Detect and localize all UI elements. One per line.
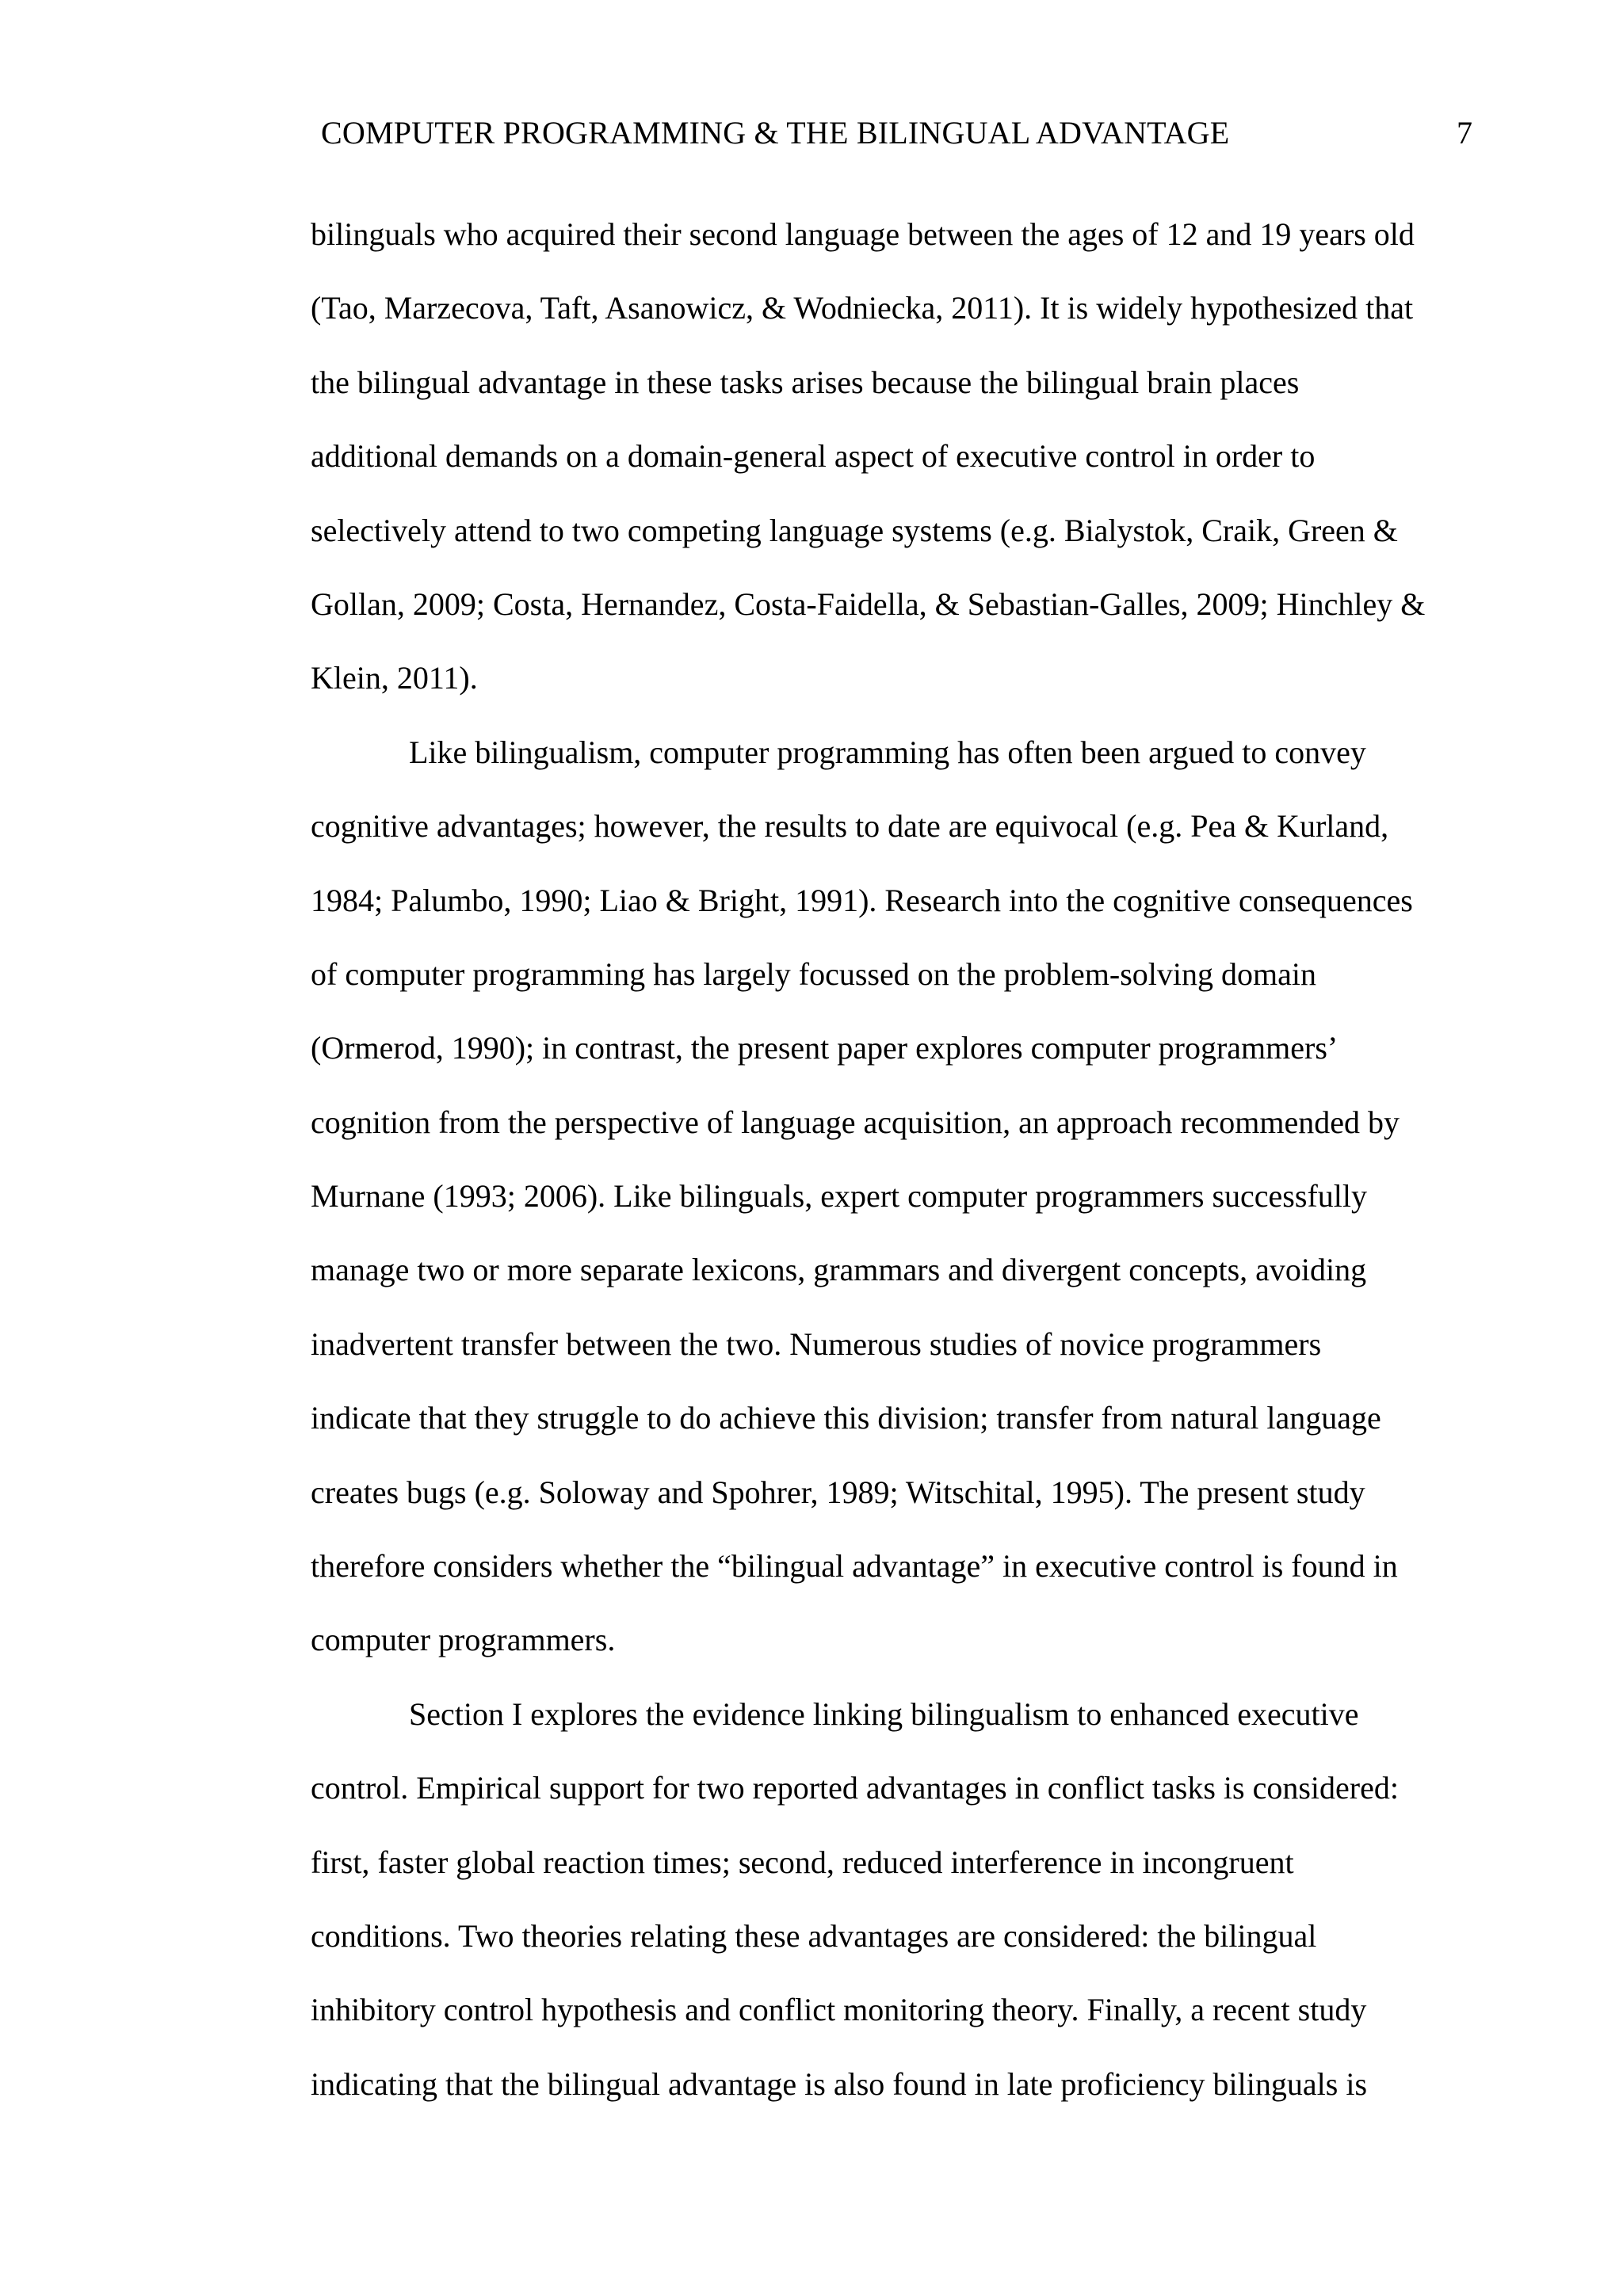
text-line: the bilingual advantage in these tasks arises because the bilingual brain places	[311, 364, 1300, 400]
text-line: of computer programming has largely focussed on the problem-solving domain	[311, 955, 1316, 992]
body-text	[311, 212, 1484, 2136]
text-line: indicate that they struggle to do achieve this division; transfer from natural language	[311, 1400, 1381, 1436]
paragraph-1	[311, 212, 1484, 730]
text-line: computer programmers.	[311, 1622, 616, 1658]
text-line: manage two or more separate lexicons, grammars and divergent concepts, avoiding	[311, 1252, 1367, 1288]
text-line: cognition from the perspective of language acquisition, an approach recommended by	[311, 1104, 1400, 1140]
text-line: indicating that the bilingual advantage is also found in late proficiency bilinguals is	[311, 2065, 1368, 2102]
text-line: first, faster global reaction times; second, reduced interference in incongruent	[311, 1844, 1294, 1880]
paragraph-2	[311, 730, 1484, 1692]
text-line: bilinguals who acquired their second language between the ages of 12 and 19 years old	[311, 216, 1415, 252]
text-line: conditions. Two theories relating these advantages are considered: the bilingual	[311, 1917, 1317, 1954]
text-line: Murnane (1993; 2006). Like bilinguals, expert computer programmers successfully	[311, 1178, 1367, 1215]
text-line: inadvertent transfer between the two. Numerous studies of novice programmers	[311, 1325, 1322, 1362]
text-line: creates bugs (e.g. Soloway and Spohrer, 1989; Witschital, 1995). The present study	[311, 1474, 1365, 1510]
text-line: selectively attend to two competing language systems (e.g. Bialystok, Craik, Green &	[311, 512, 1398, 548]
text-line: 1984; Palumbo, 1990; Liao & Bright, 1991). Research into the cognitive consequences	[311, 882, 1413, 918]
text-line: (Tao, Marzecova, Taft, Asanowicz, & Wodniecka, 2011). It is widely hypothesized that	[311, 290, 1414, 326]
text-line: therefore considers whether the “bilingual advantage” in executive control is found in	[311, 1548, 1398, 1585]
text-line: cognitive advantages; however, the results to date are equivocal (e.g. Pea & Kurland,	[311, 808, 1389, 845]
text-line: Klein, 2011).	[311, 660, 478, 696]
text-line: Gollan, 2009; Costa, Hernandez, Costa-Faidella, & Sebastian-Galles, 2009; Hinchley &	[311, 585, 1426, 622]
text-line: (Ormerod, 1990); in contrast, the present paper explores computer programmers’	[311, 1030, 1338, 1066]
paragraph-3	[311, 1692, 1484, 2136]
text-line: control. Empirical support for two reported advantages in conflict tasks is considered:	[311, 1770, 1399, 1806]
text-line: Like bilingualism, computer programming has often been argued to convey	[409, 734, 1366, 770]
running-head: COMPUTER PROGRAMMING & THE BILINGUAL ADVANTAGE	[321, 115, 1230, 151]
text-line: additional demands on a domain-general aspect of executive control in order to	[311, 438, 1316, 475]
text-line: inhibitory control hypothesis and conflict monitoring theory. Finally, a recent study	[311, 1992, 1367, 2028]
page-number: 7	[1457, 115, 1472, 151]
text-line: Section I explores the evidence linking bilingualism to enhanced executive	[409, 1695, 1359, 1732]
